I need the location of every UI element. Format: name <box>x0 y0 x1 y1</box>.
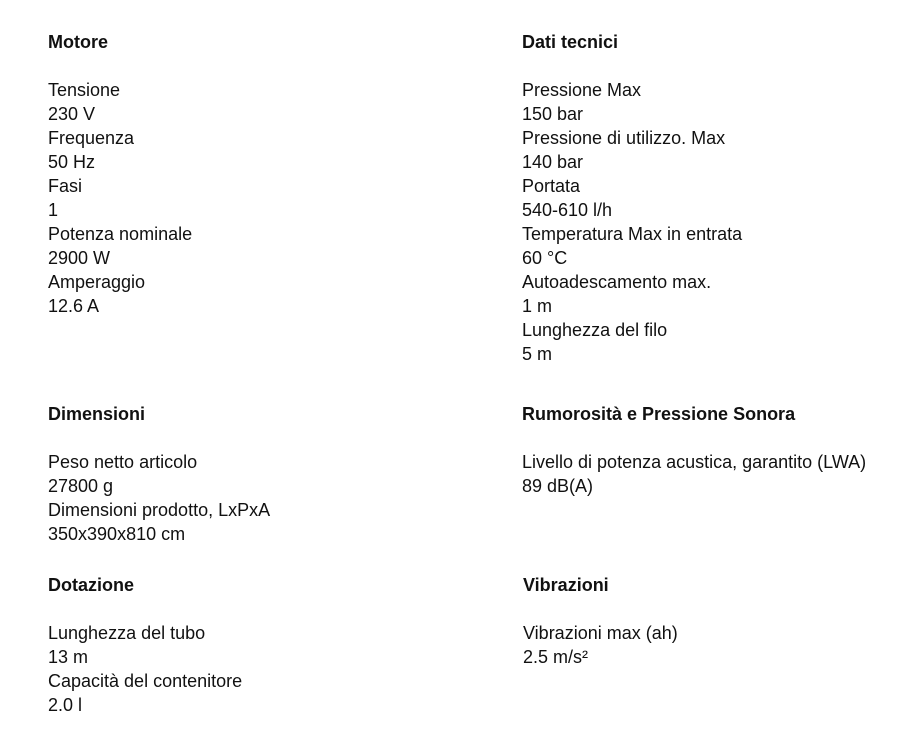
spec-label: Lunghezza del filo <box>522 320 668 340</box>
spec-item <box>522 174 742 222</box>
section-title-dati-tecnici: Dati tecnici <box>522 32 619 52</box>
spec-label: Fasi <box>48 176 83 196</box>
spec-label: Dimensioni prodotto, LxPxA <box>48 500 271 520</box>
spec-item <box>522 450 866 498</box>
spec-item <box>522 318 742 366</box>
spec-label: Pressione Max <box>522 80 642 100</box>
spec-value: 540-610 l/h <box>522 200 613 220</box>
spec-item <box>48 450 270 498</box>
spec-label: Frequenza <box>48 128 135 148</box>
spec-label: Peso netto articolo <box>48 452 198 472</box>
spec-value: 50 Hz <box>48 152 96 172</box>
section-dotazione <box>48 573 242 717</box>
spec-list-rumorosita <box>522 450 866 498</box>
spec-label: Livello di potenza acustica, garantito (LWA) <box>522 452 867 472</box>
spec-label: Lunghezza del tubo <box>48 623 206 643</box>
spec-value: 5 m <box>522 344 553 364</box>
spec-label: Autoadescamento max. <box>522 272 712 292</box>
spec-label: Portata <box>522 176 581 196</box>
spec-label: Capacità del contenitore <box>48 671 243 691</box>
spec-label: Vibrazioni max (ah) <box>523 623 678 643</box>
spec-value: 230 V <box>48 104 96 124</box>
spec-item <box>48 174 192 222</box>
spec-value: 150 bar <box>522 104 584 124</box>
spec-value: 13 m <box>48 647 89 667</box>
spec-value: 12.6 A <box>48 296 100 316</box>
spec-item <box>522 126 742 174</box>
spec-value: 27800 g <box>48 476 114 496</box>
spec-value: 2.0 l <box>48 695 83 715</box>
section-rumorosita <box>522 402 866 498</box>
section-vibrazioni <box>523 573 678 669</box>
spec-item <box>522 270 742 318</box>
section-title-dimensioni: Dimensioni <box>48 404 146 424</box>
spec-item <box>48 669 242 717</box>
spec-value: 140 bar <box>522 152 584 172</box>
spec-list-motore <box>48 78 192 318</box>
section-motore <box>48 30 192 318</box>
spec-item <box>522 78 742 126</box>
spec-item <box>48 126 192 174</box>
spec-item <box>523 621 678 669</box>
spec-label: Amperaggio <box>48 272 146 292</box>
spec-value: 350x390x810 cm <box>48 524 186 544</box>
section-dimensioni <box>48 402 270 546</box>
spec-value: 2900 W <box>48 248 111 268</box>
spec-label: Pressione di utilizzo. Max <box>522 128 726 148</box>
section-title-motore: Motore <box>48 32 108 52</box>
spec-label: Temperatura Max in entrata <box>522 224 743 244</box>
spec-item <box>48 270 192 318</box>
section-title-vibrazioni: Vibrazioni <box>523 575 609 595</box>
spec-label: Potenza nominale <box>48 224 193 244</box>
spec-list-dotazione <box>48 621 242 717</box>
section-title-rumorosita: Rumorosità e Pressione Sonora <box>522 404 796 424</box>
section-dati-tecnici <box>522 30 742 366</box>
spec-label: Tensione <box>48 80 121 100</box>
spec-value: 1 <box>48 200 59 220</box>
spec-list-dati-tecnici <box>522 78 742 366</box>
spec-item <box>48 222 192 270</box>
spec-value: 1 m <box>522 296 553 316</box>
spec-value: 60 °C <box>522 248 568 268</box>
spec-list-dimensioni <box>48 450 270 546</box>
spec-item <box>48 498 270 546</box>
section-title-dotazione: Dotazione <box>48 575 135 595</box>
spec-item <box>48 621 242 669</box>
spec-list-vibrazioni <box>523 621 678 669</box>
spec-item <box>48 78 192 126</box>
spec-item <box>522 222 742 270</box>
spec-value: 89 dB(A) <box>522 476 594 496</box>
spec-value: 2.5 m/s² <box>523 647 589 667</box>
